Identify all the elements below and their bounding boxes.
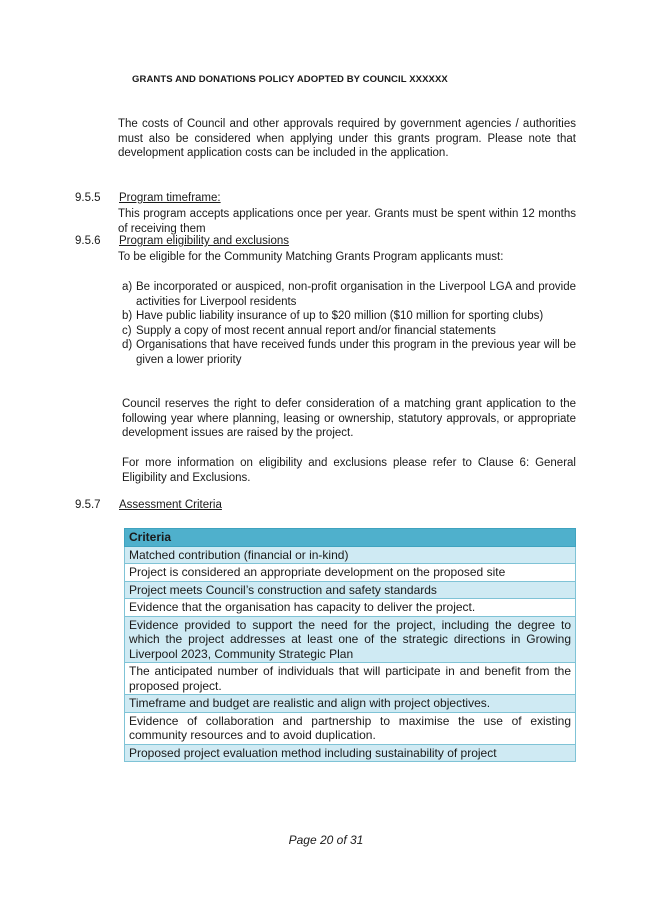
table-row [125, 581, 576, 599]
table-cell: Project is considered an appropriate development on the proposed site [125, 564, 576, 582]
section-number-9-5-7: 9.5.7 [75, 499, 101, 511]
list-item [122, 280, 576, 309]
table-row [125, 712, 576, 744]
table-cell: Timeframe and budget are realistic and align with project objectives. [125, 695, 576, 713]
more-info-paragraph: For more information on eligibility and exclusions please refer to Clause 6: General Eligibility and Exclusions. [122, 457, 576, 484]
table-row [125, 599, 576, 617]
intro-paragraph: The costs of Council and other approvals required by government agencies / authorities must also be considered when applying under this grants program. Please note that development application costs can be included in the application. [118, 118, 576, 160]
page-header: GRANTS AND DONATIONS POLICY ADOPTED BY COUNCIL XXXXXX [132, 74, 448, 85]
page-footer: Page 20 of 31 [288, 833, 364, 847]
criteria-table [124, 528, 576, 762]
defer-paragraph: Council reserves the right to defer consideration of a matching grant application to the following year where planning, leasing or ownership, statutory approvals, or appropriate development issues are raised by the project. [122, 398, 576, 440]
table-row [125, 546, 576, 564]
list-item [122, 309, 576, 324]
table-cell: Evidence that the organisation has capacity to deliver the project. [125, 599, 576, 617]
table-row [125, 616, 576, 663]
table-header-cell: Criteria [125, 529, 576, 547]
list-text: Supply a copy of most recent annual report and/or financial statements [136, 324, 496, 337]
table-row [125, 564, 576, 582]
section-number-9-5-5: 9.5.5 [75, 192, 101, 204]
section-number-9-5-6: 9.5.6 [75, 235, 101, 247]
table-header-row [125, 529, 576, 547]
table-cell: Evidence provided to support the need for the project, including the degree to which the project addresses at least one of the strategic directions in Growing Liverpool 2023, Community Strategic Plan [125, 616, 576, 663]
list-item [122, 324, 576, 339]
table-cell: Evidence of collaboration and partnership to maximise the use of existing community resources and to avoid duplication. [125, 712, 576, 744]
list-marker: b) [122, 310, 133, 323]
table-row [125, 663, 576, 695]
eligibility-list [122, 280, 576, 368]
section-title-assessment-criteria: Assessment Criteria [119, 499, 222, 511]
table-row [125, 744, 576, 762]
list-text: Have public liability insurance of up to $20 million ($10 million for sporting clubs) [136, 310, 544, 323]
list-text: Be incorporated or auspiced, non-profit organisation in the Liverpool LGA and provide activities for Liverpool residents [136, 281, 576, 308]
list-marker: c) [122, 324, 132, 337]
table-cell: Proposed project evaluation method including sustainability of project [125, 744, 576, 762]
section-title-program-timeframe: Program timeframe: [119, 192, 221, 204]
table-cell: The anticipated number of individuals that will participate in and benefit from the proposed project. [125, 663, 576, 695]
section-body-program-eligibility: To be eligible for the Community Matching Grants Program applicants must: [118, 251, 504, 263]
table-cell: Matched contribution (financial or in-kind) [125, 546, 576, 564]
table-row [125, 695, 576, 713]
list-marker: a) [122, 281, 133, 293]
list-text: Organisations that have received funds under this program in the previous year will be given a lower priority [136, 339, 576, 366]
section-body-program-timeframe: This program accepts applications once per year. Grants must be spent within 12 months of receiving them [118, 208, 576, 235]
section-title-program-eligibility: Program eligibility and exclusions [119, 235, 290, 247]
list-marker: d) [122, 339, 133, 352]
list-item [122, 338, 576, 367]
table-cell: Project meets Council’s construction and safety standards [125, 581, 576, 599]
